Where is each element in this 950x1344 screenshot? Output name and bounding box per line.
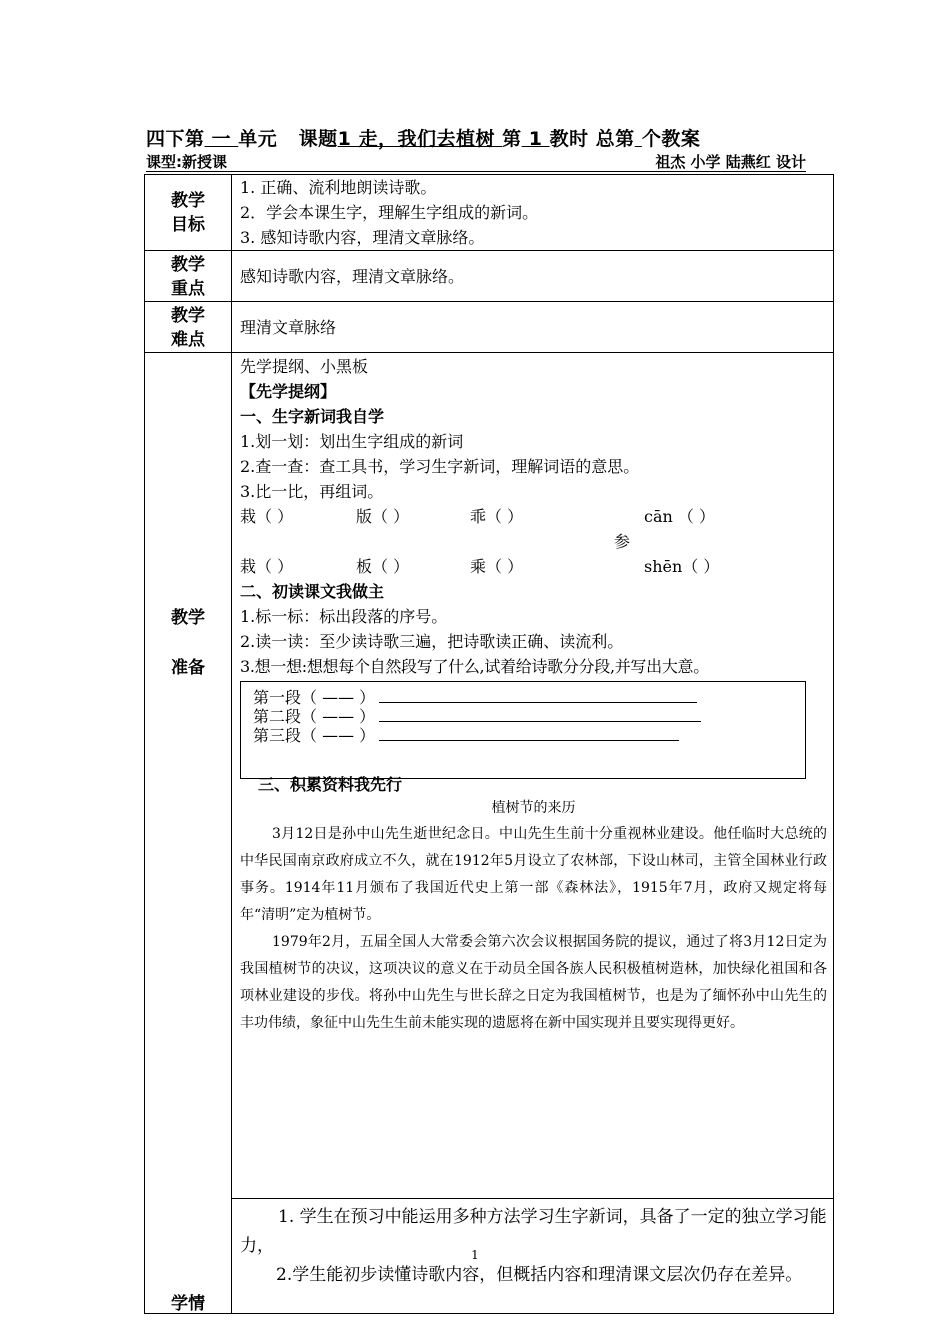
header-unit-number: 一: [204, 128, 239, 150]
header-topic-label: 课题: [298, 128, 338, 150]
difficulties-content: [232, 302, 834, 353]
goals-label-line2: 目标: [171, 215, 205, 235]
s1-item: 2.查一查：查工具书，学习生字新词，理解词语的意思。: [240, 457, 640, 476]
goal-item: 2．学会本课生字，理解生字组成的新词。: [240, 203, 539, 222]
outline-title: 【先学提纲】: [240, 382, 337, 401]
compare-word: shēn（ ）: [644, 557, 720, 576]
preparation-row: [145, 353, 834, 1199]
header-period-number: 1: [521, 128, 550, 150]
answer-blank: [379, 688, 697, 703]
preparation-label-line1: 教学: [171, 608, 205, 628]
key-points-text: 感知诗歌内容，理清文章脉络。: [240, 266, 465, 286]
compare-words: [240, 504, 833, 579]
header-period-suffix: 教时 总第: [549, 128, 635, 150]
answer-blank: [379, 707, 701, 722]
compare-word: 乘（ ）: [470, 557, 524, 576]
compare-word: 乖（ ）: [470, 507, 524, 526]
header-grade-prefix: 四下第: [146, 128, 205, 150]
goals-label: [145, 175, 232, 251]
lesson-type: 课型:新授课: [146, 153, 227, 171]
s2-item: 3.想一想:想想每个自然段写了什么,试着给诗歌分分段,并写出大意。: [240, 657, 709, 676]
s1-item: 1.划一划：划出生字组成的新词: [240, 432, 464, 451]
difficulties-label-line2: 难点: [171, 330, 205, 350]
segment-line: [253, 688, 697, 708]
learning-item: 2.学生能初步读懂诗歌内容，但概括内容和理清课文层次仍存在差异。: [276, 1265, 803, 1285]
header-period-prefix: 第: [502, 128, 522, 150]
designer-credit: 祖杰 小学 陆燕红 设计: [655, 153, 806, 171]
header-unit-suffix: 单元: [238, 128, 278, 150]
header-total-blank: [635, 128, 642, 150]
segment-line: [253, 726, 679, 746]
segment-line: [253, 707, 701, 727]
key-points-label-line2: 重点: [171, 279, 205, 299]
compare-word: 栽（ ）: [240, 507, 294, 526]
difficulties-label-line1: 教学: [171, 306, 205, 326]
compare-word: cān （ ）: [644, 507, 715, 526]
goals-row: [145, 175, 834, 251]
difficulties-row: [145, 302, 834, 353]
section3-title: 三、积累资料我先行: [258, 775, 403, 794]
difficulties-label: [145, 302, 232, 353]
header-total-suffix: 个教案: [641, 128, 701, 150]
lesson-plan-table: [144, 174, 834, 1314]
answer-blank: [379, 726, 679, 741]
compare-middle-char: 参: [614, 532, 631, 551]
article-paragraph: 1979年2月，五届全国人大常委会第六次会议根据国务院的提议，通过了将3月12日定为我国植树节的决议，这项决议的意义在于动员全国各族人民积极植树造林，加快绿化祖国和各项林业建设的步伐。将孙中山先生与世长辞之日定为我国植树节，也是为了缅怀孙中山先生的丰功伟绩，象征中山先生生前未能实现的遗愿将在新中国实现并且要实现得更好。: [240, 934, 827, 1031]
lesson-header: [146, 124, 846, 151]
goal-item: 1. 正确、流利地朗读诗歌。: [240, 178, 437, 197]
key-points-row: [145, 251, 834, 302]
goal-item: 3. 感知诗歌内容，理清文章脉络。: [240, 228, 485, 247]
key-points-content: [232, 251, 834, 302]
compare-word: 板（ ）: [356, 557, 410, 576]
difficulties-text: 理清文章脉络: [240, 317, 337, 337]
learning-item: 1. 学生在预习中能运用多种方法学习生字新词，具备了一定的独立学习能力，: [240, 1207, 827, 1256]
segment-answer-box: [240, 681, 806, 779]
segment-label: 第二段（ —— ）: [253, 707, 376, 726]
segment-label: 第一段（ —— ）: [253, 688, 376, 707]
article-paragraph: 3月12日是孙中山先生逝世纪念日。中山先生生前十分重视林业建设。他任临时大总统的中华民国南京政府成立不久，就在1912年5月设立了农林部，下设山林司，主管全国林业行政事务。1914年11月颁布了我国近代史上第一部《森林法》，1915年7月，政府又规定将每年“清明”定为植树节。: [240, 826, 827, 923]
s1-item: 3.比一比，再组词。: [240, 482, 384, 501]
goals-content: [232, 175, 834, 251]
compare-word: 版（ ）: [356, 507, 410, 526]
preparation-intro: 先学提纲、小黑板: [240, 357, 369, 376]
page-number: 1: [471, 1248, 479, 1262]
article-title: 植树节的来历: [491, 800, 576, 816]
segment-label: 第三段（ —— ）: [253, 726, 376, 745]
compare-word: 栽（ ）: [240, 557, 294, 576]
s2-item: 2.读一读：至少读诗歌三遍，把诗歌读正确、读流利。: [240, 632, 624, 651]
goals-label-line1: 教学: [171, 191, 205, 211]
subheader: [146, 151, 806, 172]
section2-title: 二、初读课文我做主: [240, 582, 385, 601]
preparation-label-line2: 准备: [171, 658, 205, 678]
preparation-label: [145, 353, 232, 1199]
section1-title: 一、生字新词我自学: [240, 407, 385, 426]
learning-label: 学情: [171, 1293, 205, 1314]
header-topic-title: 1 走，我们去植树: [337, 128, 503, 150]
key-points-label-line1: 教学: [171, 255, 205, 275]
s2-item: 1.标一标：标出段落的序号。: [240, 607, 448, 626]
key-points-label: [145, 251, 232, 302]
preparation-content: [232, 353, 834, 1199]
